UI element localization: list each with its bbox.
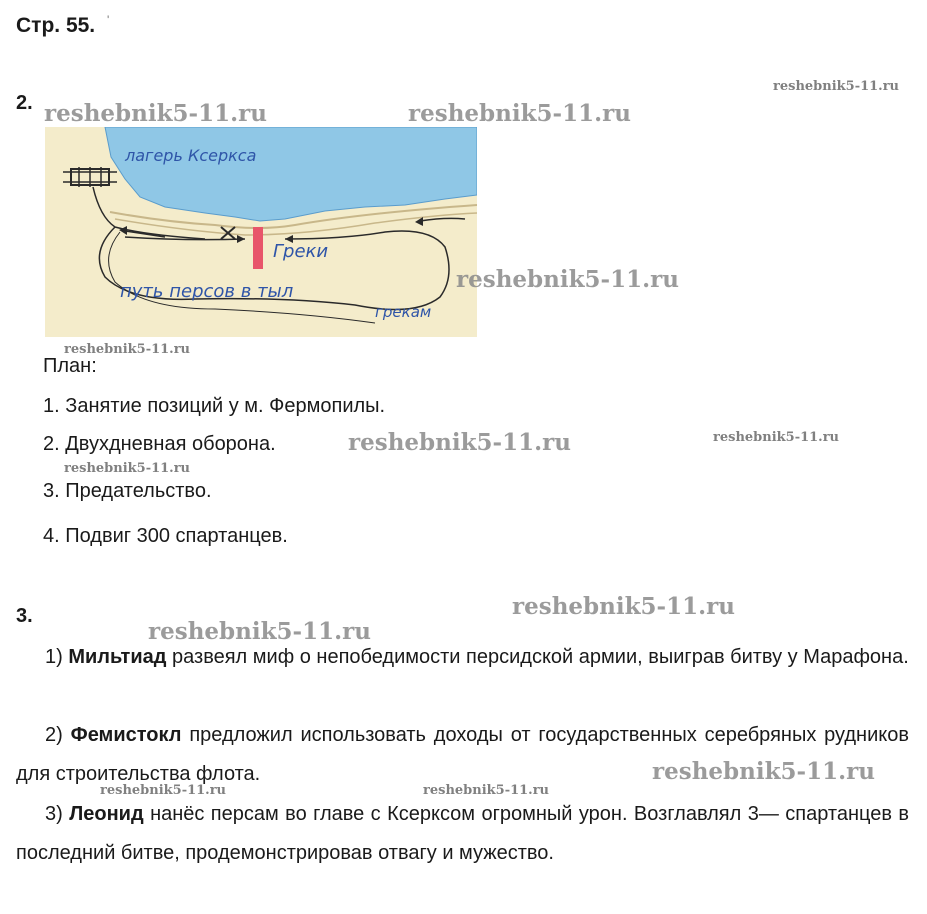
thermopylae-map	[45, 127, 477, 337]
answer-name: Фемистокл	[70, 724, 182, 746]
watermark: reshebnik5-11.ru	[64, 342, 191, 357]
plan-item-2: 2. Двухдневная оборона.	[43, 433, 276, 455]
task-2-number: 2.	[16, 92, 33, 114]
watermark: reshebnik5-11.ru	[348, 429, 571, 456]
map-label-greeks: Греки	[273, 241, 329, 262]
answer-name: Мильтиад	[68, 646, 167, 668]
map-label-path: путь персов в тыл	[120, 281, 294, 302]
watermark: reshebnik5-11.ru	[100, 783, 227, 798]
watermark: reshebnik5-11.ru	[423, 783, 550, 798]
plan-item-4: 4. Подвиг 300 спартанцев.	[43, 525, 288, 547]
watermark: reshebnik5-11.ru	[652, 758, 875, 785]
task-3-number: 3.	[16, 605, 33, 627]
page-header: Стр. 55.	[16, 14, 96, 37]
answer-text: предложил использовать доходы от государственных серебряных рудников для строительства флота.	[16, 724, 909, 785]
watermark: reshebnik5-11.ru	[456, 266, 679, 293]
plan-item-1: 1. Занятие позиций у м. Фермопилы.	[43, 395, 386, 417]
watermark: reshebnik5-11.ru	[773, 79, 900, 94]
plan-title: План:	[43, 355, 97, 377]
answer-name: Леонид	[69, 803, 144, 825]
answer-prefix: 2)	[45, 724, 71, 746]
xerxes-camp-icon	[63, 167, 117, 187]
watermark: reshebnik5-11.ru	[148, 618, 371, 645]
watermark: reshebnik5-11.ru	[64, 461, 191, 476]
watermark: reshebnik5-11.ru	[713, 430, 840, 445]
watermark: reshebnik5-11.ru	[512, 593, 735, 620]
answer-text: нанёс персам во главе с Ксерксом огромный урон. Возглавлял 3— спартанцев в последний битве, продемонстрировав отвагу и мужество.	[16, 803, 909, 864]
tick-mark: '	[107, 13, 110, 27]
plan-item-3: 3. Предательство.	[43, 480, 212, 502]
map-label-traitor: грекам	[375, 303, 432, 321]
map-label-camp: лагерь Ксеркса	[125, 146, 257, 165]
watermark: reshebnik5-11.ru	[408, 100, 631, 127]
answer-text: развеял миф о непобедимости персидской армии, выиграв битву у Марафона.	[166, 646, 909, 668]
answer-prefix: 3)	[45, 803, 70, 825]
answer-item-3	[16, 795, 909, 873]
answer-prefix: 1)	[45, 646, 69, 668]
watermark: reshebnik5-11.ru	[44, 100, 267, 127]
greek-defense-line	[253, 227, 263, 269]
